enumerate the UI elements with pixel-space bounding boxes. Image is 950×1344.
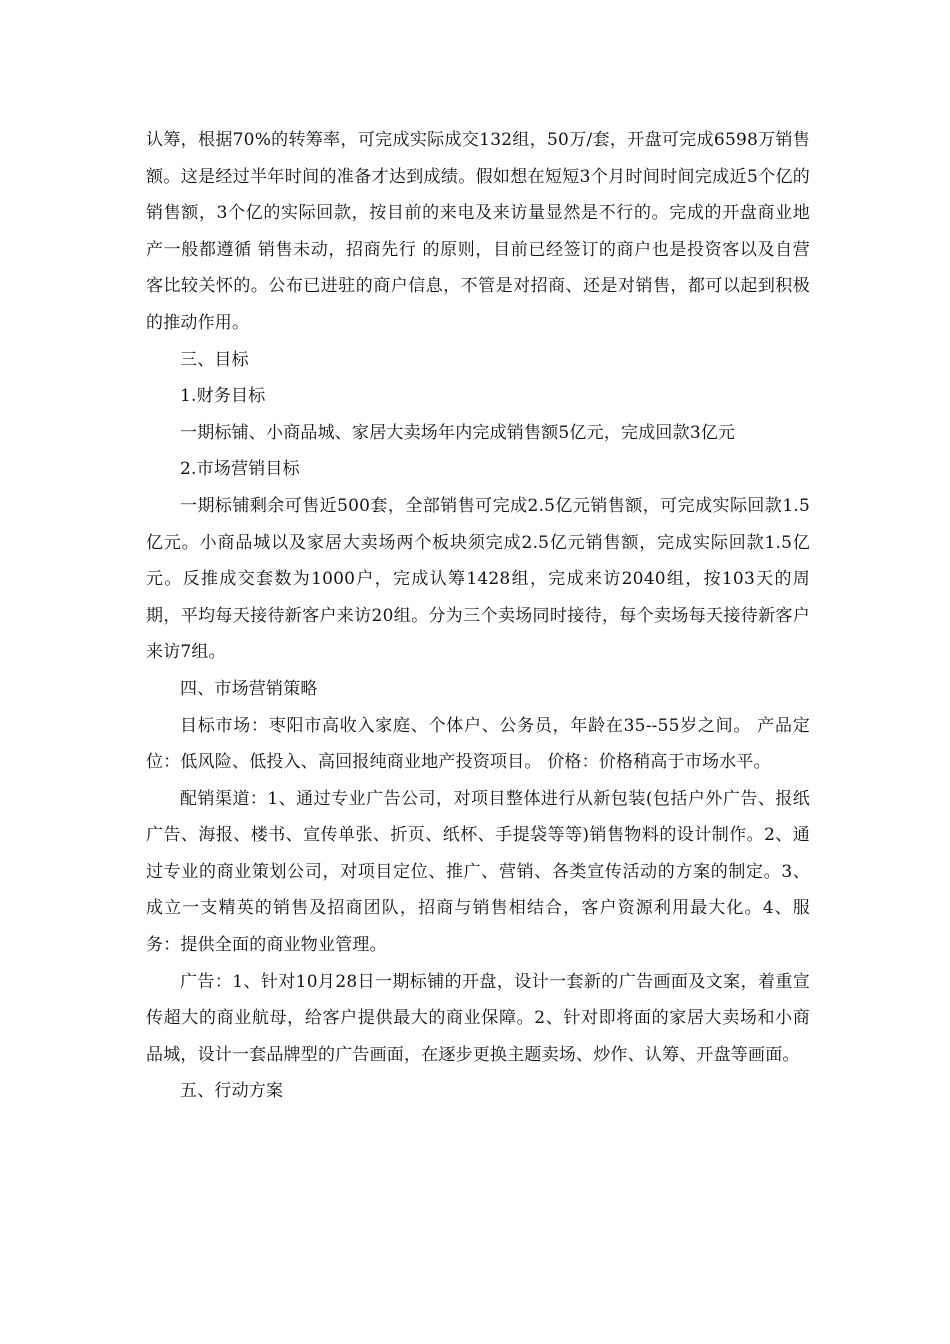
paragraph-financial-goals: 一期标铺、小商品城、家居大卖场年内完成销售额5亿元，完成回款3亿元	[180, 422, 736, 443]
heading-marketing-goals: 2.市场营销目标	[180, 459, 300, 480]
heading-goals: 三、目标	[180, 349, 249, 370]
paragraph-intro: 认筹，根据70%的转筹率，可完成实际成交132组，50万/套，开盘可完成6598万销售额。这是经过半年时间的准备才达到成绩。假如想在短短3个月时间时间完成近5个亿的销售额，3个亿的实际回款，按目前的来电及来访量显然是不行的。完成的开盘商业地产一般都遵循 销售未动，招商先行 的原则，目前已经签订的商户也是投资客以及自营客比较关怀的。公布已进驻的商户信息，不管是对招商、还是对销售，都可以起到积极的推动作用。	[146, 130, 810, 333]
paragraph-target-market: 目标市场：枣阳市高收入家庭、个体户、公务员，年龄在35--55岁之间。 产品定位：低风险、低投入、高回报纯商业地产投资项目。 价格：价格稍高于市场水平。	[146, 715, 810, 773]
paragraph-advertising: 广告：1、针对10月28日一期标铺的开盘，设计一套新的广告画面及文案，着重宣传超大的商业航母，给客户提供最大的商业保障。2、针对即将面的家居大卖场和小商品城，设计一套品牌型的广告画面，在逐步更换主题卖场、炒作、认筹、开盘等画面。	[146, 971, 810, 1065]
paragraph-marketing-goals: 一期标铺剩余可售近500套，全部销售可完成2.5亿元销售额，可完成实际回款1.5亿元。小商品城以及家居大卖场两个板块须完成2.5亿元销售额，完成实际回款1.5亿元。反推成交套数为1000户，完成认筹1428组，完成来访2040组，按103天的周期，平均每天接待新客户来访20组。分为三个卖场同时接待，每个卖场每天接待新客户来访7组。	[146, 495, 810, 663]
heading-marketing-strategy: 四、市场营销策略	[180, 678, 318, 699]
heading-action-plan: 五、行动方案	[180, 1081, 284, 1102]
document-body	[146, 122, 810, 1110]
paragraph-distribution-channels: 配销渠道：1、通过专业广告公司，对项目整体进行从新包装(包括户外广告、报纸广告、海报、楼书、宣传单张、折页、纸杯、手提袋等等)销售物料的设计制作。2、通过专业的商业策划公司，对项目定位、推广、营销、各类宣传活动的方案的制定。3、成立一支精英的销售及招商团队，招商与销售相结合，客户资源利用最大化。4、服务：提供全面的商业物业管理。	[146, 788, 810, 956]
heading-financial-goals: 1.财务目标	[180, 386, 266, 407]
